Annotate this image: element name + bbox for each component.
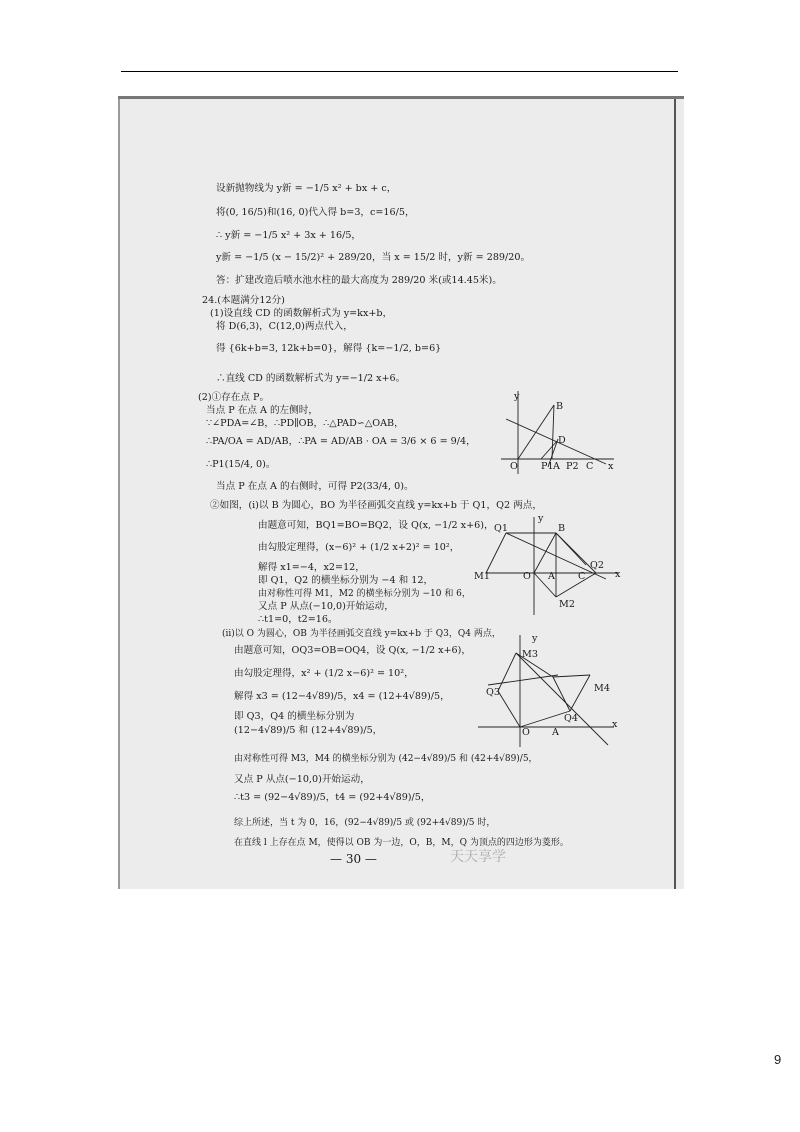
fig3-label-O: O [522, 727, 530, 738]
text-line: 当点 P 在点 A 的右侧时，可得 P2(33/4, 0)。 [216, 481, 414, 492]
text-line: (12−4√89)/5 和 (12+4√89)/5， [234, 725, 383, 736]
watermark: 天天享学 [450, 849, 506, 865]
fig2-label-x: x [615, 569, 621, 580]
fig1-label-B: B [556, 401, 564, 412]
fig1-label-O: O [510, 461, 518, 472]
text-line: (1)设直线 CD 的函数解析式为 y=kx+b， [210, 308, 393, 319]
fig1-label-P2: P2 [566, 461, 579, 472]
text-line: ∴PA/OA = AD/AB，∴PA = AD/AB · OA = 3/6 × 6 = 9/4， [206, 436, 476, 447]
fig2-label-M2: M2 [559, 599, 575, 610]
header-rule [121, 71, 678, 72]
text-line: ∴直线 CD 的函数解析式为 y=−1/2 x+6。 [216, 373, 406, 384]
fig3-label-y: y [532, 633, 538, 644]
text-line: ∴t3 = (92−4√89)/5，t4 = (92+4√89)/5， [234, 792, 431, 803]
text-line: 解得 x3 = (12−4√89)/5，x4 = (12+4√89)/5， [234, 691, 450, 702]
fig2-label-Q1: Q1 [494, 523, 508, 534]
fig1-label-A: A [553, 461, 560, 472]
text-line: 综上所述，当 t 为 0，16，(92−4√89)/5 或 (92+4√89)/5 时， [234, 818, 496, 828]
text-line: ∴ y新 = −1/5 x² + 3x + 16/5， [216, 230, 362, 241]
text-line: 由对称性可得 M1，M2 的横坐标分别为 −10 和 6， [258, 589, 471, 599]
scan-right-border [674, 99, 676, 889]
question-heading: 24.(本题满分12分) [202, 295, 285, 306]
text-line: 答：扩建改造后喷水池水柱的最大高度为 289/20 米(或14.45米)。 [216, 275, 502, 286]
scanned-page [118, 96, 684, 889]
text-line: 在直线 l 上存在点 M，使得以 OB 为一边，O，B，M，Q 为顶点的四边形为菱形。 [234, 838, 569, 848]
fig3-label-x: x [612, 719, 618, 730]
fig1-label-D: D [558, 435, 566, 446]
fig2-label-Q2: Q2 [590, 560, 604, 571]
fig2-label-M1: M1 [474, 571, 490, 582]
text-line: 又点 P 从点(−10,0)开始运动， [258, 601, 394, 612]
text-line: ∴P1(15/4, 0)。 [206, 459, 276, 470]
fig2-label-C: C [578, 571, 586, 582]
text-line: 由勾股定理得，(x−6)² + (1/2 x+2)² = 10²， [258, 542, 460, 553]
text-line: (ii)以 O 为圆心，OB 为半径画弧交直线 y=kx+b 于 Q3，Q4 两点， [222, 629, 501, 639]
text-line: 由勾股定理得，x² + (1/2 x−6)² = 10²， [234, 668, 414, 679]
text-line: 设新抛物线为 y新 = −1/5 x² + bx + c， [216, 183, 397, 194]
text-line: 即 Q3，Q4 的横坐标分别为 [234, 711, 355, 722]
fig1-label-C: C [586, 461, 594, 472]
fig3-label-Q4: Q4 [564, 713, 578, 724]
fig2-label-B: B [558, 523, 566, 534]
fig3-label-A: A [552, 727, 559, 738]
fig1-label-x: x [608, 461, 614, 472]
text-line: 由题意可知，OQ3=OB=OQ4，设 Q(x, −1/2 x+6)， [234, 645, 471, 656]
fig3-label-Q3: Q3 [486, 687, 500, 698]
fig3-label-M3: M3 [522, 649, 538, 660]
text-line: 将(0, 16/5)和(16, 0)代入得 b=3，c=16/5， [216, 207, 415, 218]
fig1-label-P1: P1 [541, 461, 554, 472]
text-line: 解得 x1=−4，x2=12， [258, 562, 365, 573]
text-line: 即 Q1，Q2 的横坐标分别为 −4 和 12， [258, 575, 434, 586]
scan-left-border [118, 99, 120, 889]
text-line: ∵∠PDA=∠B，∴PD∥OB，∴△PAD∽△OAB， [206, 418, 404, 429]
page-number: 9 [774, 1052, 782, 1067]
fig2-label-A: A [548, 571, 555, 582]
text-line: (2)①存在点 P。 [198, 392, 270, 403]
text-line: 又点 P 从点(−10,0)开始运动， [234, 774, 370, 785]
fig2-label-y: y [538, 513, 544, 524]
fig3-label-M4: M4 [594, 683, 610, 694]
text-line: ②如图，(i)以 B 为圆心，BO 为半径画弧交直线 y=kx+b 于 Q1，Q2 两点， [210, 500, 542, 511]
text-line: 得 {6k+b=3, 12k+b=0}，解得 {k=−1/2, b=6} [216, 343, 442, 354]
text-line: 由题意可知，BQ1=BO=BQ2，设 Q(x, −1/2 x+6)， [258, 520, 494, 531]
fig1-label-y: y [514, 391, 520, 402]
text-line: ∴t1=0，t2=16。 [258, 614, 338, 625]
page-footer: — 30 — [330, 852, 377, 866]
text-line: 当点 P 在点 A 的左侧时， [206, 405, 318, 416]
fig2-label-O: O [523, 571, 531, 582]
text-line: 将 D(6,3)，C(12,0)两点代入， [216, 321, 353, 332]
text-line: 由对称性可得 M3，M4 的横坐标分别为 (42−4√89)/5 和 (42+4√89)/5， [234, 754, 538, 764]
text-line: y新 = −1/5 (x − 15/2)² + 289/20，当 x = 15/2 时，y新 = 289/20。 [216, 252, 531, 263]
